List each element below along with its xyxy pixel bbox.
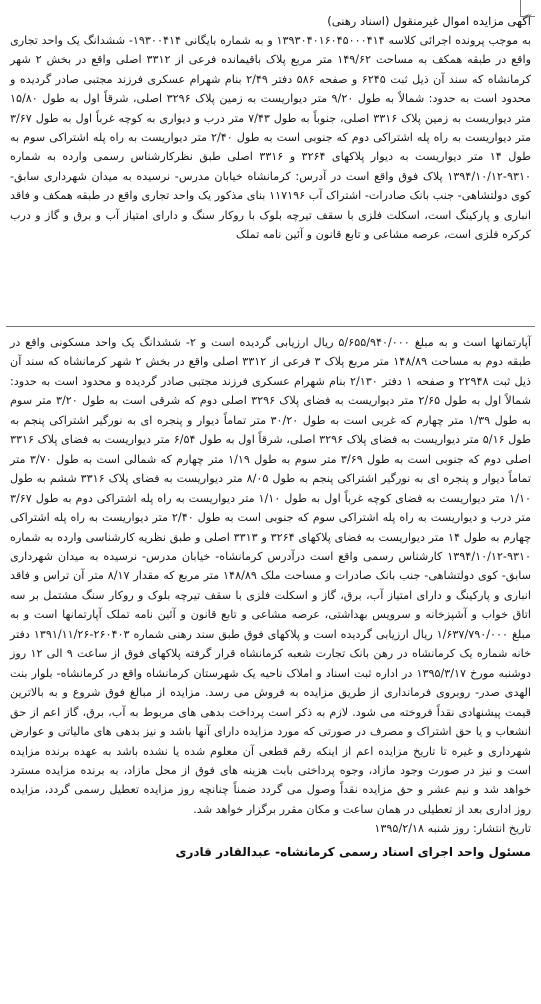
ad-second-paragraph: آپارتمانها است و به مبلغ ۵/۶۵۵/۹۴۰/۰۰۰ ریال ارزیابی گردیده است و ۲- ششدانگ یک واحد مسکونی واقع در طبقه دوم به مساحت ۱۴۸/۸۹ متر مربع پلاک ۳ فرعی از ۳۳۱۲ اصلی واقع در بخش ۲ شهر کرمانشاه که سند آن ذیل ثبت ۲۲۹۴۸ و صفحه ۱ دفتر ۲/۱۳۰ بنام شهرام عسکری فرزند مجتبی صادر گردیده و محدود است به حدود: شمالاً اول به طول ۲/۶۵ متر دیواریست به فضای پلاک ۳۲۹۶ اصلی دوم که شرقی است به طول ۳/۲۰ متر سوم به طول ۱/۳۹ متر چهارم که غربی است به طول ۳۰/۲۰ متر تماماً دیوار و پنجره ای به نورگیر اشتراکی پنجم به طول ۵/۱۶ متر دیواریست به فضای پلاک ۳۲۹۶ اصلی، شرقاً اول به طول ۶/۵۴ متر دیواریست به فضای پلاک ۳۳۱۶ اصلی دوم که جنوبی است به طول ۳/۶۹ متر سوم به طول ۱/۱۹ متر چهارم که شمالی است به طول ۳/۷۰ متر تماماً دیوار و پنجره ای به نورگیر اشتراکی پنجم به طول ۸/۰۵ متر دیواریست به فضای پلاک ۳۳۱۶ ششم به طول ۱/۱۰ متر دیواریست به فضای کوچه غرباً اول به طول ۱/۱۰ متر دیواریست به راه پله اشتراکی دوم به طول ۳/۶۷ متر درب و دیواریست به راه پله اشتراکی سوم که جنوبی است به طول ۲/۴۰ متر دیواریست به راه پله اشتراکی چهارم به طول ۱۴ متر دیواریست به فضای پلاکهای ۳۲۶۴ و ۳۳۱۳ اصلی و طبق نظریه کارشناسی وارده به شماره ۹۳۱۰-۱۳۹۴/۱۰/۱۲ کارشناس رسمی واقع است درآدرس کرمانشاه- خیابان مدرس- نرسیده به میدان شهرداری سابق- کوی دولتشاهی- جنب بانک صادرات و مساحت ملک ۱۴۸/۸۹ متر مربع که مقدار ۸/۱۷ متر آن تراس و فاقد انباری و پارکینگ و دارای امتیاز آب، برق، گاز و اسکلت فلزی با سقف تیرچه بلوک و روکار سنگ مشتمل بر سه اتاق خواب و آشپزخانه و سرویس بهداشتی، عرصه مشاعی و تابع قانون و آئین نامه تملک آپارتمانها است و به مبلغ ۱/۶۳۷/۷۹۰/۰۰۰ ریال ارزیابی گردیده است و پلاکهای فوق طبق سند رهنی شماره ۲۶۰۴۰۳-۱۳۹۱/۱۱/۲۶ دفتر خانه شماره یک کرمانشاه در رهن بانک تجارت شعبه کرمانشاه قرار گرفته پلاکهای فوق از ساعت ۹ الی ۱۲ روز دوشنبه مورخ ۱۳۹۵/۳/۱۷ در اداره ثبت اسناد و املاک ناحیه یک شهرستان کرمانشاه واقع در کرمانشاه- بلوار بنت الهدی صدر- روبروی فرمانداری از طریق مزایده به فروش می رسد. مزایده از مبالغ فوق شروع و به بالاترین قیمت پیشنهادی نقداً فروخته می شود. لازم به ذکر است پرداخت بدهی های مربوط به آب، برق، گاز اعم از حق انشعاب و یا حق اشتراک و مصرف در صورتی که مورد مزایده دارای آنها باشد و نیز بدهی های مالیاتی و عوارض شهرداری و غیره تا تاریخ مزایده اعم از اینکه رقم قطعی آن معلوم شده یا نشده باشد به عهده برنده مزایده است و نیز در صورت وجود مازاد، وجوه پرداختی بابت هزینه های فوق از محل مازاد، به برنده مزایده مسترد خواهد شد و نیم عشر و حق مزایده نقداً وصول می گردد ضمناً چنانچه روز مزایده تعطیل رسمی گردد، مزایده روز اداری بعد از تعطیلی در همان ساعت و مکان مقرر برگزار خواهد شد. [10, 336, 532, 816]
ad-bottom-column [6, 326, 535, 1004]
publish-date: تاریخ انتشار: روز شنبه ۱۳۹۵/۲/۱۸ [374, 822, 531, 836]
ad-first-paragraph: به موجب پرونده اجرائی کلاسه ۱۳۹۳۰۴۰۱۶۰۴۵۰۰۰۴۱۴ و به شماره بایگانی ۱۹۳۰۰۴۱۴- ششدانگ یک واحد تجاری واقع در طبقه همکف به مساحت ۱۴۹/۶۲ متر مربع پلاک باقیمانده فرعی از ۳۳۱۲ اصلی واقع در بخش ۲ شهر کرمانشاه که سند آن ذیل ثبت ۶۲۴۵ و صفحه ۵۸۶ دفتر ۲/۴۹ بنام شهرام عسکری فرزند مجتبی صادر گردیده و محدود است به حدود: شمالاً به طول ۹/۲۰ متر دیواریست به زمین پلاک ۳۲۹۶ اصلی، شرقاً اول به طول ۱۵/۸۰ متر دیواریست به زمین پلاک ۳۳۱۶ اصلی، جنوباً به طول ۷/۴۳ متر درب و دیواری به کوچه غرباً اول به طول ۳/۶۷ متر دیواریست به راه پله اشتراکی دوم که جنوبی است به طول ۲/۴۰ متر دیواریست به راه پله اشتراکی سوم به طول ۱۴ متر دیواریست به دیوار پلاکهای ۳۲۶۴ و ۳۳۱۶ اصلی طبق نظرکارشناس رسمی وارده به شماره ۹۳۱۰-۱۳۹۴/۱۰/۱۲ پلاک فوق واقع است در آدرس: کرمانشاه خیابان مدرس- نرسیده به میدان شهرداری سابق- کوی دولتشاهی- جنب بانک صادرات- اشتراک آب ۱۱۷۱۹۶ بنای مذکور یک واحد تجاری واقع در طبقه همکف و فاقد انباری و پارکینگ است، اسکلت فلزی با سقف تیرچه بلوک با روکار سنگ و دارای امتیاز آب و برق و گاز و درب کرکره فلزی است، عرصه مشاعی و تابع قانون و آئین نامه تملک [10, 34, 532, 242]
ad-title: آگهی مزایده اموال غیرمنقول (اسناد رهنی) [327, 14, 531, 28]
column-corner-mark [520, 0, 535, 17]
column-gap [0, 312, 541, 326]
ad-top-column [6, 0, 535, 313]
signature-line: مسئول واحد اجرای اسناد رسمی کرمانشاه- عبدالقادر قادری [175, 844, 531, 859]
